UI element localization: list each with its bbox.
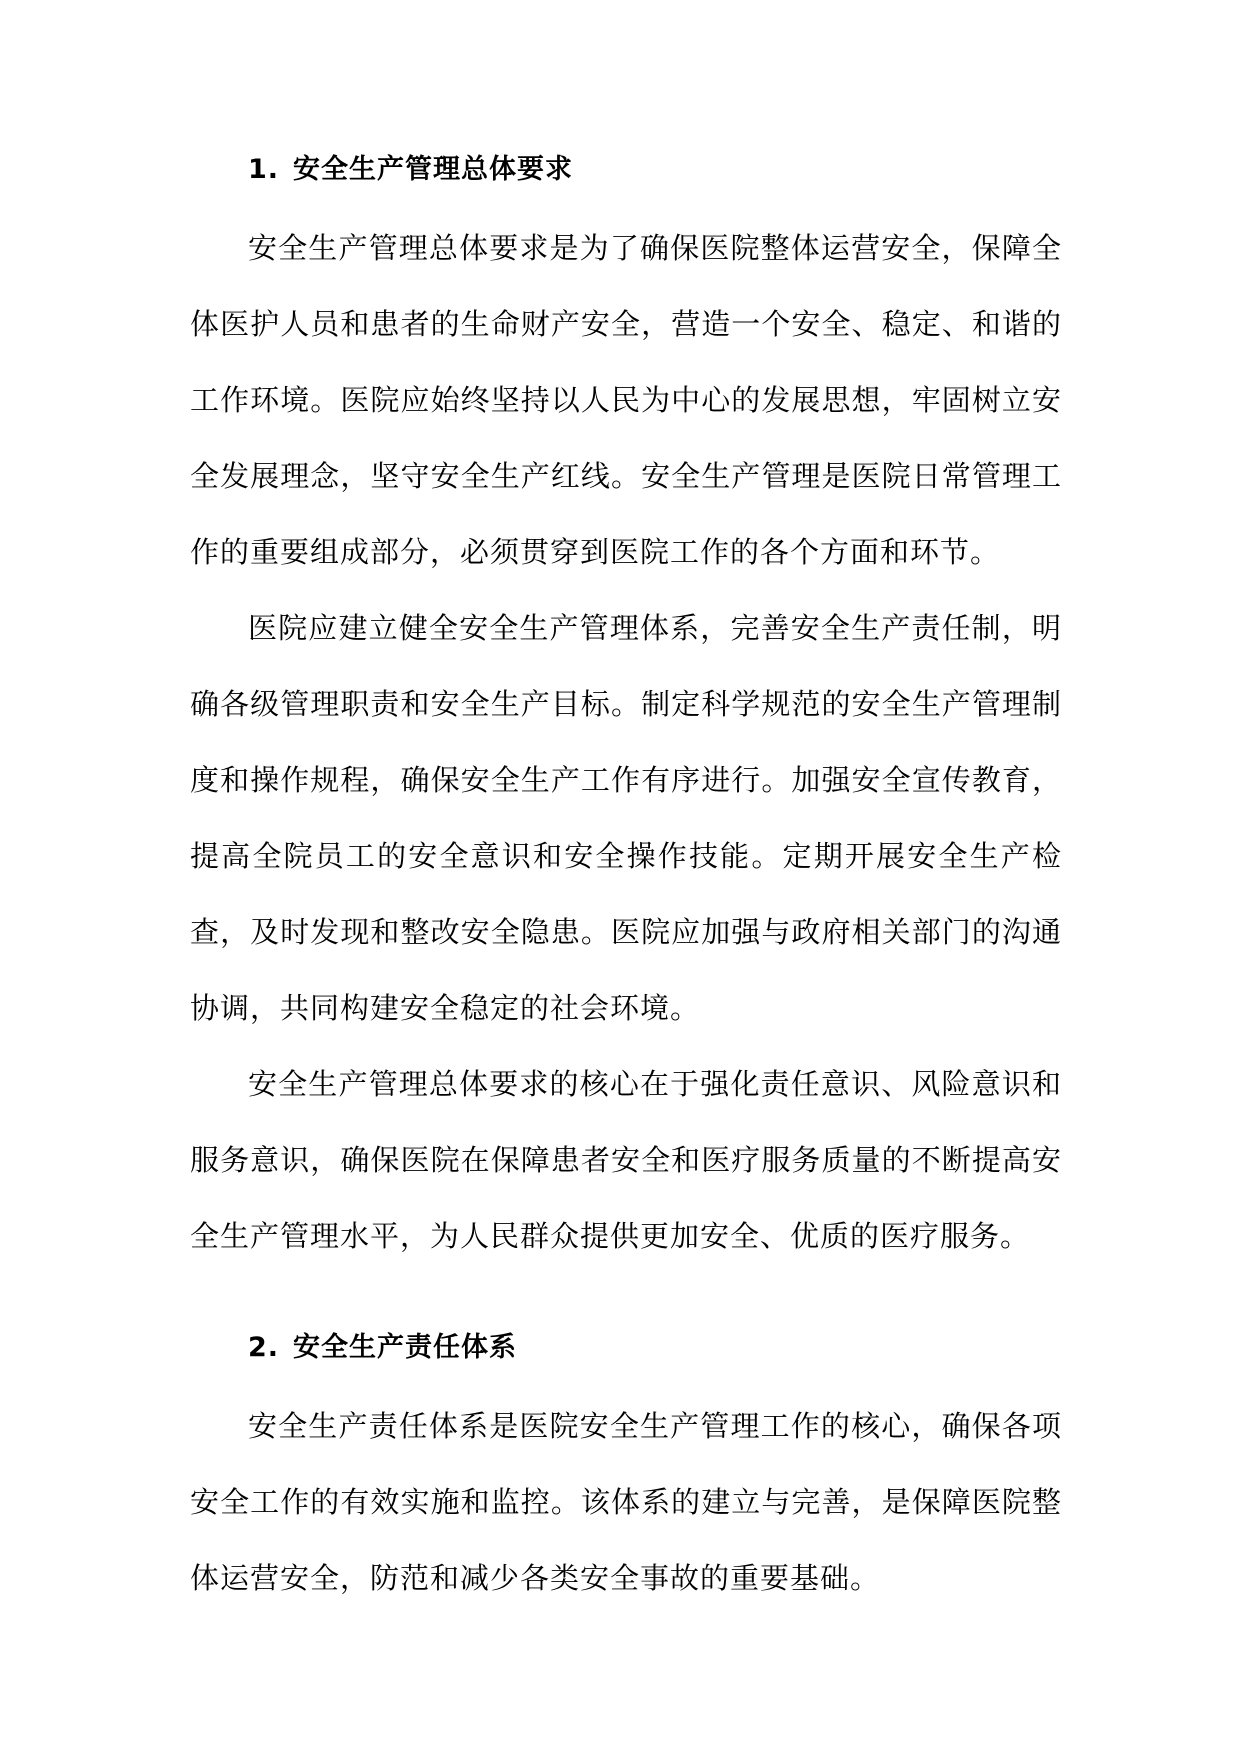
section-spacer [190,1274,1062,1318]
section-heading-2 [190,1318,1062,1378]
document-page [190,140,1062,1616]
section-heading-1 [190,140,1062,200]
section-number: 2. [248,1332,280,1363]
paragraph: 安全生产管理总体要求的核心在于强化责任意识、风险意识和服务意识，确保医院在保障患者安全和医疗服务质量的不断提高安全生产管理水平，为人民群众提供更加安全、优质的医疗服务。 [190,1067,1062,1253]
section-number: 1. [248,154,280,185]
section-title: 安全生产责任体系 [293,1332,518,1363]
paragraph: 安全生产责任体系是医院安全生产管理工作的核心，确保各项安全工作的有效实施和监控。该体系的建立与完善，是保障医院整体运营安全，防范和减少各类安全事故的重要基础。 [190,1409,1062,1595]
paragraph: 安全生产管理总体要求是为了确保医院整体运营安全，保障全体医护人员和患者的生命财产安全，营造一个安全、稳定、和谐的工作环境。医院应始终坚持以人民为中心的发展思想，牢固树立安全发展理念，坚守安全生产红线。安全生产管理是医院日常管理工作的重要组成部分，必须贯穿到医院工作的各个方面和环节。 [190,231,1062,569]
section-title: 安全生产管理总体要求 [293,154,574,185]
paragraph: 医院应建立健全安全生产管理体系，完善安全生产责任制，明确各级管理职责和安全生产目标。制定科学规范的安全生产管理制度和操作规程，确保安全生产工作有序进行。加强安全宣传教育，提高全院员工的安全意识和安全操作技能。定期开展安全生产检查，及时发现和整改安全隐患。医院应加强与政府相关部门的沟通协调，共同构建安全稳定的社会环境。 [190,611,1062,1025]
